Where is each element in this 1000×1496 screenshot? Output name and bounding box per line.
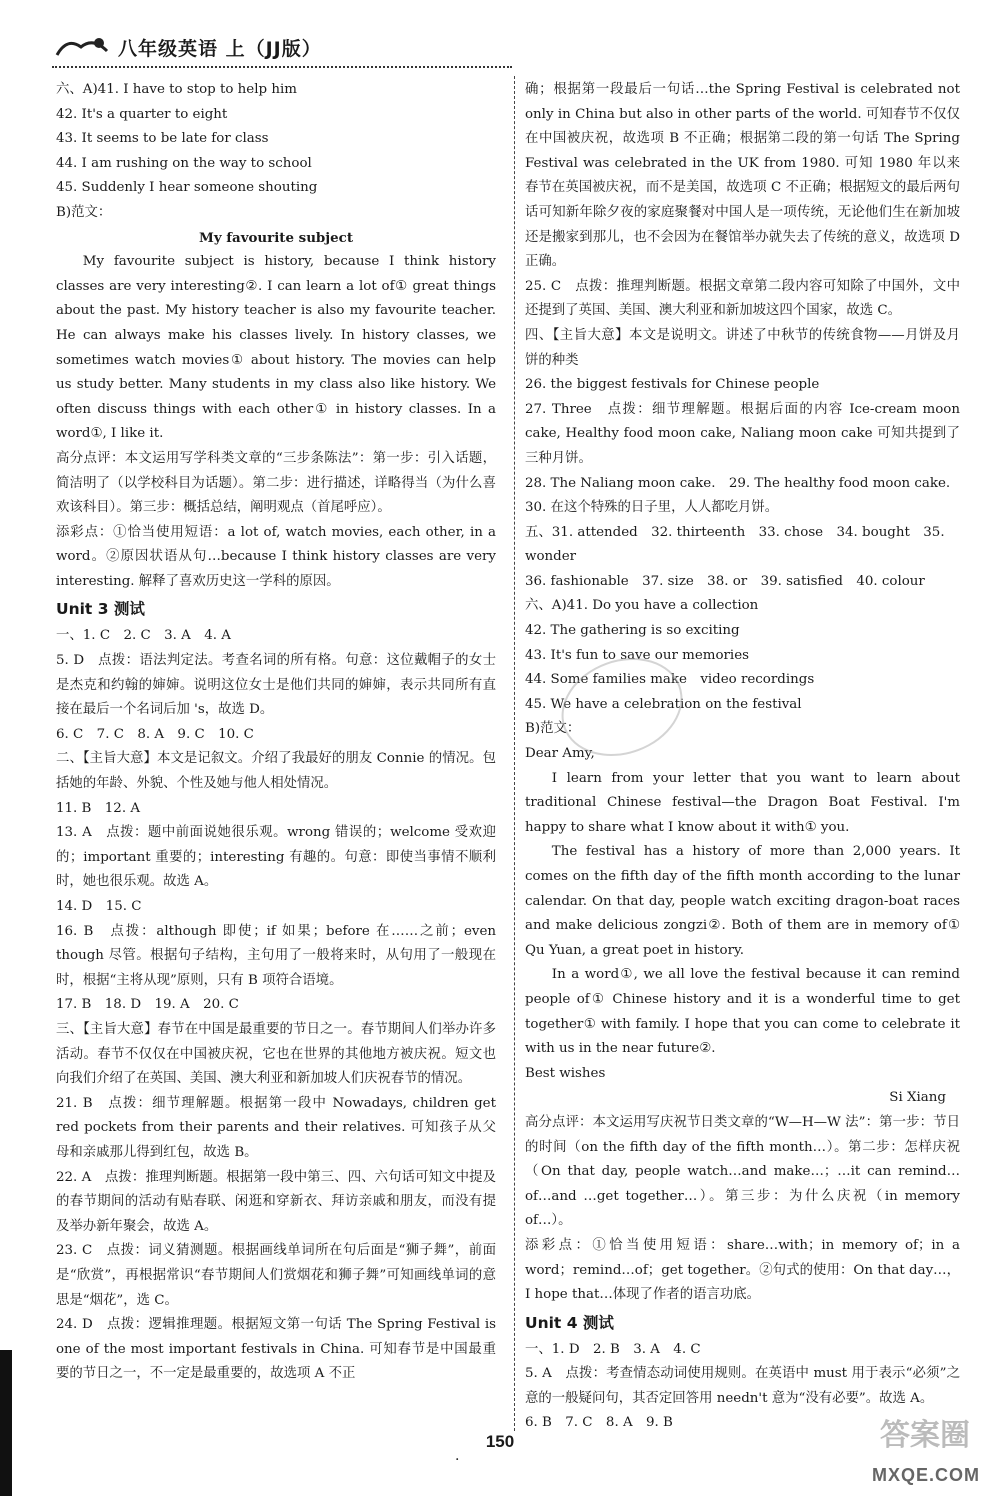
answer-line: 24. D 点拨：逻辑推理题。根据短文第一句话 The Spring Festival is one of the most important festivals in China. 可知春节是中国最重要的节日之一，不一定是最重要的，故选项 A 不正 <box>56 1317 496 1382</box>
unit-heading: Unit 4 测试 <box>525 1313 614 1332</box>
answer-line: 44. I am rushing on the way to school <box>56 155 312 171</box>
answer-line: 11. B 12. A <box>56 800 141 816</box>
answer-line: 一、1. C 2. C 3. A 4. A <box>56 628 231 644</box>
answer-line: B)范文： <box>525 721 581 737</box>
answer-line: 6. C 7. C 8. A 9. C 10. C <box>56 726 254 742</box>
footer-dot: · <box>455 1452 460 1468</box>
answer-line: 6. B 7. C 8. A 9. B <box>525 1415 673 1431</box>
answer-line: 45. We have a celebration on the festival <box>525 696 802 712</box>
answer-line: 13. A 点拨：题中前面说她很乐观。wrong 错误的；welcome 受欢迎的；important 重要的；interesting 有趣的。句意：即使当事情不顺利时，她也很乐观。故选 A。 <box>56 825 496 890</box>
answer-line: 23. C 点拨：词义猜测题。根据画线单词所在句后面是“狮子舞”，前面是“欣赏”，再根据常识“春节期间人们赏烟花和狮子舞”可知画线单词的意思是“烟花”，选 C。 <box>56 1243 496 1308</box>
answer-line: 43. It seems to be late for class <box>56 131 269 147</box>
answer-line: 5. A 点拨：考查情态动词使用规则。在英语中 must 用于表示“必须”之意的一般疑问句，其否定回答用 needn't 意为“没有必要”。故选 A。 <box>525 1366 960 1406</box>
highlight-paragraph: 添彩点：①恰当使用短语：share…with；in memory of；in a word；remind…of；get together。②句式的使用：On that day…，I hope that…体现了作者的语言功底。 <box>525 1237 960 1303</box>
comment-paragraph: 高分点评：本文运用写学科类文章的“三步条陈法”：第一步：引入话题，简洁明了（以学校科目为话题）。第二步：进行描述，详略得当（为什么喜欢该科目）。第三步：概括总结，阐明观点（首尾呼应）。 <box>56 450 496 516</box>
letter-closing: Best wishes <box>525 1065 606 1081</box>
answer-line: 42. It's a quarter to eight <box>56 106 228 122</box>
watermark-logo: 答案圈 <box>880 1419 970 1452</box>
answer-line: 22. A 点拨：推理判断题。根据第一段中第三、四、六句话可知文中提及的春节期间的活动有贴春联、闲逛和穿新衣、拜访亲戚和朋友，而没有提及举办新年聚会，故选 A。 <box>56 1169 496 1234</box>
answer-line: 14. D 15. C <box>56 899 142 914</box>
answer-line: 16. B 点拨：although 即使；if 如果；before 在……之前；even though 尽管。根据句子结构，主句用了一般将来时，从句用了一般现在时，根据“主将从现”原则，只有 B 项符合语境。 <box>56 923 496 988</box>
answer-line: 30. 在这个特殊的日子里，人人都吃月饼。 <box>525 500 779 516</box>
answer-line: 21. B 点拨：细节理解题。根据第一段中 Nowadays, children get red pockets from their parents and their relatives. 可知孩子从父母和亲戚那儿得到红包，故选 B。 <box>56 1095 496 1160</box>
header-rule <box>52 66 512 68</box>
right-column <box>525 78 960 1436</box>
answer-line: 17. B 18. D 19. A 20. C <box>56 997 239 1013</box>
watermark-text: MXQE.COM <box>871 1465 980 1485</box>
answer-line: 26. the biggest festivals for Chinese people <box>525 377 820 393</box>
answer-line: 六、A)41. I have to stop to help him <box>56 82 297 97</box>
answer-line: 一、1. D 2. B 3. A 4. C <box>525 1341 701 1357</box>
comment-paragraph: 高分点评：本文运用写庆祝节日类文章的“W—H—W 法”：第一步：节日的时间（on the fifth day of the fifth month…）。第二步：怎样庆祝（On that day, people watch…and make…；…it can remind…of…and …get together…）。第三步：为什么庆祝（in memory of…）。 <box>525 1114 960 1229</box>
answer-line: 确；根据第一段最后一句话…the Spring Festival is celebrated not only in China but also in other parts of the world. 可知春节不仅仅在中国被庆祝，故选项 B 不正确；根据第二段的第一句话 The Spring Festival was celebrated in the UK from 1980. 可知 1980 年以来春节在英国被庆祝，而不是美国，故选项 C 不正确；根据短文的最后两句话可知新年除夕夜的家庭聚餐对中国人是一项传统，无论他们生在新加坡还是搬家到那儿，也不会因为在餐馆举办就失去了传统的意义，故选项 D 正确。 <box>525 82 960 270</box>
letter-signature: Si Xiang <box>889 1090 946 1106</box>
answer-line: 28. The Naliang moon cake. 29. The healthy food moon cake. <box>525 475 951 491</box>
page-header <box>52 30 322 64</box>
book-logo-icon <box>52 33 112 61</box>
answer-line: 四、【主旨大意】本文是说明文。讲述了中秋节的传统食物——月饼及月饼的种类 <box>525 327 960 368</box>
letter-greeting: Dear Amy, <box>525 746 595 762</box>
answer-line: 43. It's fun to save our memories <box>525 647 749 663</box>
answer-line: 44. Some families make video recordings <box>525 672 815 688</box>
page-number: 150 <box>485 1432 515 1451</box>
watermark <box>840 1410 980 1490</box>
book-title: 八年级英语 上（JJ版） <box>118 37 322 60</box>
answer-line: 五、31. attended 32. thirteenth 33. chose 34. bought 35. wonder <box>525 524 945 565</box>
answer-line: 5. D 点拨：语法判定法。考查名词的所有格。句意：这位戴帽子的女士是杰克和约翰的婶婶。说明这位女士是他们共同的婶婶，表示共同所有直接在最后一个名词后加 's，故选 D。 <box>56 653 496 718</box>
answer-line: 36. fashionable 37. size 38. or 39. satisfied 40. colour <box>525 573 925 589</box>
highlight-paragraph: 添彩点：①恰当使用短语：a lot of, watch movies, each other, in a word。②原因状语从句…because I think history classes are very interesting. 解释了喜欢历史这一学科的原因。 <box>56 524 496 589</box>
letter-paragraph: The festival has a history of more than 2,000 years. It comes on the fifth day of the fifth month according to the lunar calendar. On that day, people watch exciting dragon-boat races and make delicious zongzi②. Both of them are in memory of① Qu Yuan, a great poet in history. <box>525 844 960 958</box>
answer-line: 六、A)41. Do you have a collection <box>525 598 759 614</box>
answer-line: 42. The gathering is so exciting <box>525 623 740 639</box>
scan-edge-bar <box>0 1350 12 1496</box>
answer-line: 27. Three 点拨：细节理解题。根据后面的内容 Ice-cream moon cake, Healthy food moon cake, Naliang moon cake 可知共提到了三种月饼。 <box>525 401 960 466</box>
answer-line: B)范文： <box>56 204 112 220</box>
answer-line: 二、【主旨大意】本文是记叙文。介绍了我最好的朋友 Connie 的情况。包括她的年龄、外貌、个性及她与他人相处情况。 <box>56 751 496 792</box>
answer-line: 45. Suddenly I hear someone shouting <box>56 180 318 196</box>
essay-paragraph: My favourite subject is history, because I think history classes are very interesting②. I can learn a lot of① great things about the past. My history teacher is also my favourite teacher. He can always make his classes lively. In history classes, we sometimes watch movies① about history. The movies can help us study better. Many students in my class also like history. We often discuss things with each other① in history classes. In a word①, I like it. <box>56 254 496 442</box>
left-column <box>56 78 496 1387</box>
answer-line: 三、【主旨大意】春节在中国是最重要的节日之一。春节期间人们举办许多活动。春节不仅仅在中国被庆祝，它也在世界的其他地方被庆祝。短文也向我们介绍了在英国、美国、澳大利亚和新加坡人们庆祝春节的情况。 <box>56 1021 496 1087</box>
column-divider <box>514 76 515 1431</box>
essay-title: My favourite subject <box>199 229 353 246</box>
letter-paragraph: In a word①, we all love the festival because it can remind people of① Chinese history and it is a wonderful time to get together① with family. I hope that you can come to celebrate it with us in the near future②. <box>525 967 960 1057</box>
letter-paragraph: I learn from your letter that you want to learn about traditional Chinese festival—the Dragon Boat Festival. I'm happy to share what I know about it with① you. <box>525 770 960 835</box>
unit-heading: Unit 3 测试 <box>56 600 145 619</box>
answer-line: 25. C 点拨：推理判断题。根据文章第二段内容可知除了中国外，文中还提到了英国、美国、澳大利亚和新加坡这四个国家，故选 C。 <box>525 278 960 319</box>
